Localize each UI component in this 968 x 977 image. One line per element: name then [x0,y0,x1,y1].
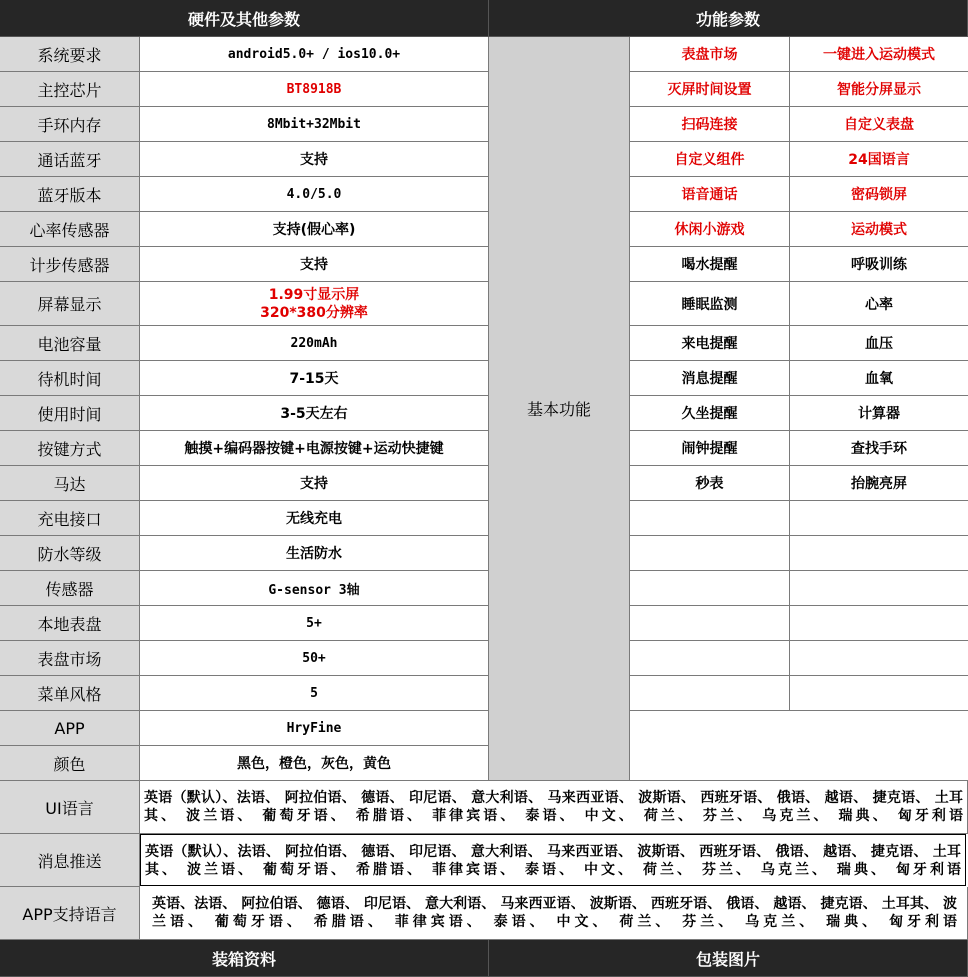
basic-function-label: 基本功能 [489,37,630,781]
spec-label: 待机时间 [0,361,140,396]
spec-label: 马达 [0,466,140,501]
feature-cell: 一键进入运动模式 [790,37,968,72]
spec-value: 支持 [140,247,489,282]
spec-label: 本地表盘 [0,606,140,641]
feature-cell: 灭屏时间设置 [630,72,790,107]
spec-value: 5 [140,676,489,711]
spec-value: 无线充电 [140,501,489,536]
package-image-header: 包装图片 [489,940,968,977]
spec-value: 支持(假心率) [140,212,489,247]
spec-value: 8Mbit+32Mbit [140,107,489,142]
empty-feature-cell [790,501,968,536]
empty-feature-cell [630,676,790,711]
feature-cell: 扫码连接 [630,107,790,142]
app-language-text: 英语、法语、 阿拉伯语、 德语、 印尼语、 意大利语、 马来西亚语、 波斯语、 西班牙语、 俄语、 越语、 捷克语、 土耳其、 波兰语、 葡萄牙语、 希腊语、 菲律宾语、 泰语、 中文、 荷兰、 芬兰、 乌克兰、 瑞典、 匈牙利语 [140,887,968,940]
feature-cell: 查找手环 [790,431,968,466]
spec-value: G-sensor 3轴 [140,571,489,606]
feature-cell: 计算器 [790,396,968,431]
feature-cell: 秒表 [630,466,790,501]
spec-value: 生活防水 [140,536,489,571]
ui-language-label: UI语言 [0,781,140,834]
spec-value: 5+ [140,606,489,641]
spec-label: 计步传感器 [0,247,140,282]
feature-cell: 久坐提醒 [630,396,790,431]
spec-label: 防水等级 [0,536,140,571]
spec-label: 表盘市场 [0,641,140,676]
feature-cell: 闹钟提醒 [630,431,790,466]
spec-label: 菜单风格 [0,676,140,711]
empty-feature-cell [790,536,968,571]
feature-cell: 语音通话 [630,177,790,212]
spec-label: 使用时间 [0,396,140,431]
empty-feature-cell [790,676,968,711]
empty-feature-cell [630,536,790,571]
feature-cell: 消息提醒 [630,361,790,396]
feature-cell: 自定义组件 [630,142,790,177]
feature-cell: 血氧 [790,361,968,396]
spec-label: 蓝牙版本 [0,177,140,212]
feature-cell: 表盘市场 [630,37,790,72]
spec-label: 按键方式 [0,431,140,466]
spec-label: 系统要求 [0,37,140,72]
empty-feature-cell [630,606,790,641]
spec-value: HryFine [140,711,489,746]
spec-value: 支持 [140,142,489,177]
spec-value: 触摸+编码器按键+电源按键+运动快捷键 [140,431,489,466]
function-header: 功能参数 [489,0,968,37]
feature-cell: 智能分屏显示 [790,72,968,107]
feature-cell: 抬腕亮屏 [790,466,968,501]
empty-feature-cell [630,641,790,676]
filler-cell [630,746,968,781]
ui-language-text: 英语（默认）、法语、 阿拉伯语、 德语、 印尼语、 意大利语、 马来西亚语、 波斯语、 西班牙语、 俄语、 越语、 捷克语、 土耳其、 波兰语、 葡萄牙语、 希腊语、 菲律宾语、 泰语、 中文、 荷兰、 芬兰、 乌克兰、 瑞典、 匈牙利语 [140,781,968,834]
spec-label: APP [0,711,140,746]
spec-label: 心率传感器 [0,212,140,247]
feature-cell: 呼吸训练 [790,247,968,282]
empty-feature-cell [630,571,790,606]
spec-label: 电池容量 [0,326,140,361]
empty-feature-cell [790,571,968,606]
spec-value: 4.0/5.0 [140,177,489,212]
spec-value: 50+ [140,641,489,676]
spec-label: 手环内存 [0,107,140,142]
feature-cell: 运动模式 [790,212,968,247]
empty-feature-cell [790,606,968,641]
feature-cell: 心率 [790,282,968,326]
feature-cell: 血压 [790,326,968,361]
feature-cell: 喝水提醒 [630,247,790,282]
spec-value: BT8918B [140,72,489,107]
spec-value: android5.0+ / ios10.0+ [140,37,489,72]
spec-value [140,282,489,326]
message-push-label: 消息推送 [0,834,140,887]
empty-feature-cell [790,641,968,676]
feature-cell: 自定义表盘 [790,107,968,142]
feature-cell: 密码锁屏 [790,177,968,212]
spec-value: 支持 [140,466,489,501]
feature-cell: 睡眠监测 [630,282,790,326]
spec-value: 7-15天 [140,361,489,396]
spec-value: 黑色，橙色，灰色，黄色 [140,746,489,781]
spec-label: 传感器 [0,571,140,606]
empty-feature-cell [630,501,790,536]
screen-resolution-text: 320*380分辨率 [260,304,368,321]
spec-label: 屏幕显示 [0,282,140,326]
spec-label: 颜色 [0,746,140,781]
feature-cell: 24国语言 [790,142,968,177]
spec-label: 主控芯片 [0,72,140,107]
app-language-label: APP支持语言 [0,887,140,940]
feature-cell: 来电提醒 [630,326,790,361]
message-push-text: 英语（默认）、法语、 阿拉伯语、 德语、 印尼语、 意大利语、 马来西亚语、 波斯语、 西班牙语、 俄语、 越语、 捷克语、 土耳其、 波兰语、 葡萄牙语、 希腊语、 菲律宾语、 泰语、 中文、 荷兰、 芬兰、 乌克兰、 瑞典、 匈牙利语 [140,834,966,886]
feature-cell: 休闲小游戏 [630,212,790,247]
packing-header: 装箱资料 [0,940,489,977]
spec-value: 220mAh [140,326,489,361]
spec-label: 通话蓝牙 [0,142,140,177]
hardware-header: 硬件及其他参数 [0,0,489,37]
spec-value: 3-5天左右 [140,396,489,431]
spec-label: 充电接口 [0,501,140,536]
screen-size-text: 1.99寸显示屏 [268,286,360,303]
